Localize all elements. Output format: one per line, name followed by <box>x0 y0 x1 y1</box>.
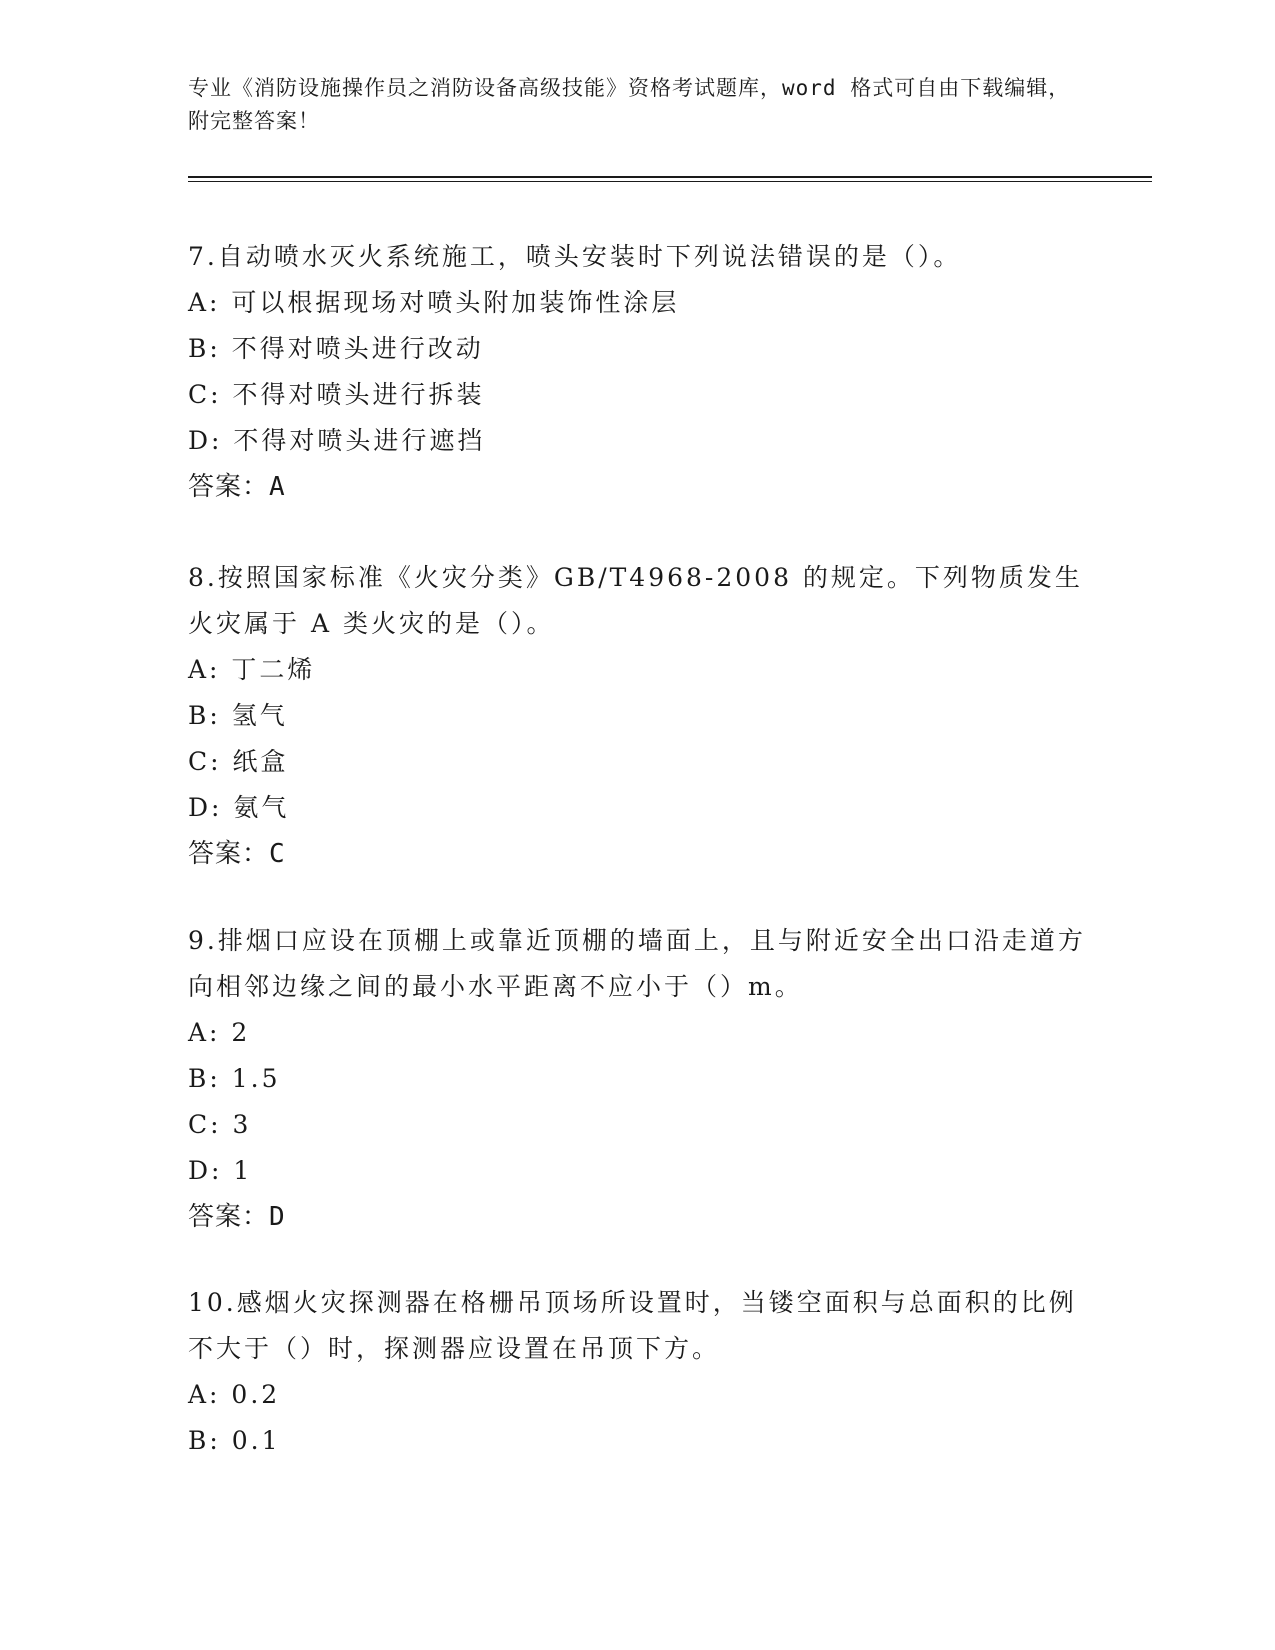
question-9 <box>188 918 1088 1240</box>
answer: 答案：C <box>188 839 286 869</box>
header-note: 专业《消防设施操作员之消防设备高级技能》资格考试题库，word 格式可自由下载编辑，附完整答案！ <box>188 76 1071 133</box>
option-c: C: 不得对喷头进行拆装 <box>188 380 485 409</box>
answer: 答案：D <box>188 1202 286 1232</box>
option-a: A: 2 <box>188 1018 251 1047</box>
question-8 <box>188 555 1088 877</box>
option-d: D: 1 <box>188 1156 253 1185</box>
header-divider-thick <box>188 176 1152 178</box>
option-d: D: 不得对喷头进行遮挡 <box>188 426 486 455</box>
question-stem: 7.自动喷水灭火系统施工，喷头安装时下列说法错误的是（）。 <box>188 242 962 271</box>
question-stem: 8.按照国家标准《火灾分类》GB/T4968-2008 的规定。下列物质发生火灾属于 A 类火灾的是（）。 <box>188 563 1083 638</box>
option-c: C: 纸盒 <box>188 747 289 776</box>
option-b: B: 1.5 <box>188 1064 281 1093</box>
option-c: C: 3 <box>188 1110 252 1139</box>
header-divider-thin <box>188 181 1152 182</box>
option-a: A: 丁二烯 <box>188 655 316 684</box>
option-b: B: 不得对喷头进行改动 <box>188 334 484 363</box>
option-b: B: 0.1 <box>188 1426 281 1455</box>
option-b: B: 氢气 <box>188 701 288 730</box>
option-a: A: 可以根据现场对喷头附加装饰性涂层 <box>188 288 680 317</box>
question-7 <box>188 234 1088 510</box>
question-stem: 10.感烟火灾探测器在格栅吊顶场所设置时，当镂空面积与总面积的比例不大于（）时，探测器应设置在吊顶下方。 <box>188 1288 1077 1363</box>
option-d: D: 氨气 <box>188 793 290 822</box>
answer: 答案：A <box>188 472 286 502</box>
option-a: A: 0.2 <box>188 1380 281 1409</box>
question-stem: 9.排烟口应设在顶棚上或靠近顶棚的墙面上，且与附近安全出口沿走道方向相邻边缘之间的最小水平距离不应小于（）m。 <box>188 926 1086 1001</box>
question-10 <box>188 1280 1088 1464</box>
